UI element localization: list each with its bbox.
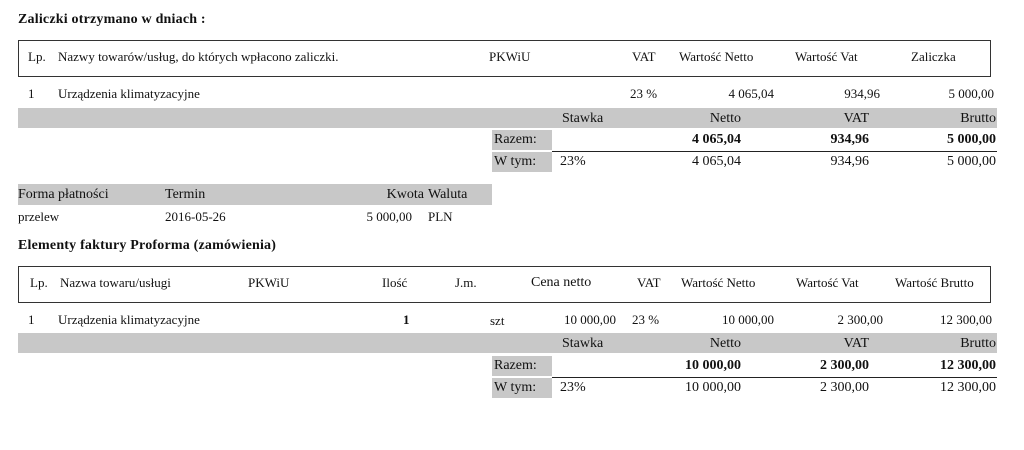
row-quantity: 1 [403, 312, 410, 327]
header-net-value: Wartość Netto [681, 275, 756, 290]
summary-gross-header: Brutto [960, 111, 996, 126]
payment-amount-header: Kwota [386, 187, 424, 202]
razem-label: Razem: [494, 358, 537, 373]
summary-rate-header: Stawka [562, 336, 604, 351]
summary-net-header: Netto [709, 336, 741, 351]
razem-net: 10 000,00 [685, 358, 741, 373]
summary-vat-header: VAT [843, 336, 869, 351]
header-vat-value: Wartość Vat [796, 275, 859, 290]
razem-gross: 5 000,00 [947, 132, 996, 147]
row-advance: 5 000,00 [948, 86, 994, 101]
row-vat-rate: 23 % [630, 86, 658, 101]
payment-amount: 5 000,00 [366, 209, 412, 224]
razem-label: Razem: [494, 132, 537, 147]
summary-gross-header: Brutto [960, 336, 996, 351]
row-net-value: 10 000,00 [722, 312, 774, 327]
razem-vat: 934,96 [830, 132, 869, 147]
row-vat-value: 934,96 [844, 86, 880, 101]
summary-vat-header: VAT [843, 111, 869, 126]
summary-net-header: Netto [709, 111, 741, 126]
wtym-vat: 934,96 [830, 154, 869, 169]
proforma-section-title: Elementy faktury Proforma (zamówienia) [18, 238, 277, 253]
header-unit: J.m. [455, 275, 477, 290]
payment-form: przelew [18, 209, 60, 224]
wtym-rate: 23% [560, 380, 586, 395]
header-vat: VAT [637, 275, 661, 290]
header-quantity: Ilość [382, 275, 408, 290]
razem-net: 4 065,04 [692, 132, 741, 147]
summary-rate-header: Stawka [562, 111, 604, 126]
payment-currency-header: Waluta [428, 187, 468, 202]
header-advance: Zaliczka [911, 49, 956, 64]
header-lp: Lp. [30, 275, 48, 290]
header-product-name: Nazwa towaru/usługi [60, 275, 171, 290]
wtym-net: 10 000,00 [685, 380, 741, 395]
header-gross-value: Wartość Brutto [895, 275, 974, 290]
wtym-rate: 23% [560, 154, 586, 169]
wtym-net: 4 065,04 [692, 154, 741, 169]
summary-divider [552, 151, 997, 152]
row-vat-value: 2 300,00 [837, 312, 883, 327]
header-product-name: Nazwy towarów/usług, do których wpłacono zaliczki. [58, 49, 339, 64]
wtym-gross: 5 000,00 [947, 154, 996, 169]
row-net-value: 4 065,04 [728, 86, 774, 101]
row-product-name: Urządzenia klimatyzacyjne [58, 312, 200, 327]
wtym-gross: 12 300,00 [940, 380, 996, 395]
payment-term-header: Termin [165, 187, 206, 202]
header-net-price: Cena netto [531, 275, 592, 290]
wtym-label: W tym: [494, 380, 537, 395]
header-lp: Lp. [28, 49, 46, 64]
header-pkwiu: PKWiU [248, 275, 290, 290]
row-vat-rate: 23 % [632, 312, 660, 327]
razem-vat: 2 300,00 [820, 358, 869, 373]
wtym-label: W tym: [494, 154, 537, 169]
row-unit: szt [490, 313, 505, 328]
razem-gross: 12 300,00 [940, 358, 996, 373]
row-lp: 1 [28, 86, 35, 101]
advances-section-title: Zaliczki otrzymano w dniach : [18, 12, 206, 27]
header-vat: VAT [632, 49, 656, 64]
payment-currency: PLN [428, 209, 453, 224]
header-net-value: Wartość Netto [679, 49, 754, 64]
payment-form-header: Forma płatności [18, 187, 109, 202]
header-vat-value: Wartość Vat [795, 49, 858, 64]
row-product-name: Urządzenia klimatyzacyjne [58, 86, 200, 101]
payment-term: 2016-05-26 [165, 209, 226, 224]
wtym-vat: 2 300,00 [820, 380, 869, 395]
row-lp: 1 [28, 312, 35, 327]
summary-divider [552, 377, 997, 378]
header-pkwiu: PKWiU [489, 49, 531, 64]
row-gross-value: 12 300,00 [940, 312, 992, 327]
row-net-price: 10 000,00 [564, 312, 616, 327]
